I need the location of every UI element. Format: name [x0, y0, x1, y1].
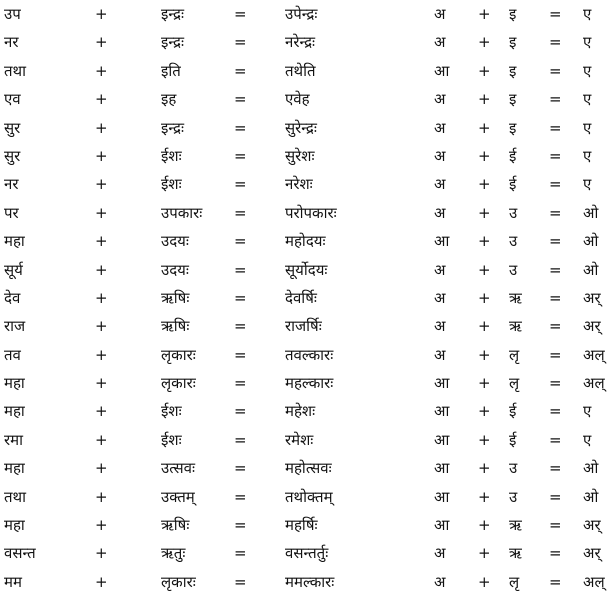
vowel-equals-sign: =	[549, 260, 562, 279]
sandhi-row	[0, 142, 615, 170]
second-word: लृकारः	[161, 345, 196, 364]
result-vowel: ए	[583, 402, 592, 421]
sandhi-row	[0, 256, 615, 284]
result-vowel: ए	[583, 5, 592, 23]
second-vowel: उ	[509, 459, 518, 478]
sandhi-row	[0, 199, 615, 227]
vowel-equals-sign: =	[549, 487, 562, 506]
first-word: रमा	[4, 430, 23, 449]
plus-sign: +	[95, 232, 108, 251]
first-vowel: अ	[434, 572, 446, 591]
first-vowel: आ	[434, 232, 450, 251]
sandhi-row	[0, 483, 615, 511]
result-vowel: ए	[583, 175, 592, 194]
first-word: सुर	[4, 118, 21, 137]
vowel-equals-sign: =	[549, 572, 562, 591]
plus-sign: +	[95, 175, 108, 194]
first-word: तव	[4, 345, 21, 364]
equals-sign: =	[234, 487, 247, 506]
first-vowel: आ	[434, 374, 450, 393]
second-vowel: इ	[509, 90, 517, 109]
joined-word: महल्कारः	[285, 374, 334, 393]
joined-word: नरेन्द्रः	[285, 33, 316, 52]
equals-sign: =	[234, 459, 247, 478]
plus-sign: +	[95, 118, 108, 137]
joined-word: महेशः	[285, 402, 316, 421]
joined-word: रमेशः	[285, 430, 314, 449]
vowel-equals-sign: =	[549, 5, 562, 23]
plus-sign: +	[95, 317, 108, 336]
sandhi-row	[0, 539, 615, 567]
equals-sign: =	[234, 5, 247, 23]
first-vowel: अ	[434, 203, 446, 222]
second-vowel: ई	[509, 175, 517, 194]
joined-word: तथोक्तम्	[285, 487, 333, 506]
sandhi-row	[0, 312, 615, 340]
first-vowel: अ	[434, 90, 446, 109]
first-word: नर	[4, 33, 19, 52]
vowel-equals-sign: =	[549, 402, 562, 421]
plus-sign: +	[95, 288, 108, 307]
second-word: इति	[161, 61, 181, 80]
vowel-plus-sign: +	[478, 232, 491, 251]
equals-sign: =	[234, 374, 247, 393]
joined-word: सुरेन्द्रः	[285, 118, 317, 137]
result-vowel: ए	[583, 118, 592, 137]
vowel-plus-sign: +	[478, 288, 491, 307]
sandhi-row	[0, 369, 615, 397]
second-vowel: ई	[509, 146, 517, 165]
joined-word: ममल्कारः	[285, 572, 335, 591]
joined-word: महोदयः	[285, 232, 326, 251]
vowel-equals-sign: =	[549, 33, 562, 52]
equals-sign: =	[234, 345, 247, 364]
sandhi-row	[0, 568, 615, 596]
first-word: तथा	[4, 487, 27, 506]
vowel-plus-sign: +	[478, 374, 491, 393]
joined-word: राजर्षिः	[285, 317, 322, 336]
second-word: ईशः	[161, 402, 182, 421]
second-vowel: उ	[509, 232, 518, 251]
second-word: ऋषिः	[161, 288, 190, 307]
result-vowel: ओ	[583, 203, 599, 222]
first-word: महा	[4, 374, 25, 393]
joined-word: परोपकारः	[285, 203, 337, 222]
first-vowel: आ	[434, 430, 450, 449]
second-vowel: लृ	[509, 374, 520, 393]
vowel-plus-sign: +	[478, 430, 491, 449]
result-vowel: ए	[583, 90, 592, 109]
first-vowel: आ	[434, 459, 450, 478]
second-word: उदयः	[161, 232, 189, 251]
vowel-plus-sign: +	[478, 118, 491, 137]
sandhi-row	[0, 114, 615, 142]
first-word: मम	[4, 572, 22, 591]
sandhi-row	[0, 0, 615, 28]
equals-sign: =	[234, 61, 247, 80]
first-vowel: अ	[434, 146, 446, 165]
second-vowel: इ	[509, 33, 517, 52]
first-word: महा	[4, 459, 25, 478]
equals-sign: =	[234, 572, 247, 591]
second-word: लृकारः	[161, 374, 196, 393]
first-vowel: आ	[434, 516, 450, 535]
vowel-equals-sign: =	[549, 544, 562, 563]
second-vowel: लृ	[509, 572, 520, 591]
first-word: महा	[4, 232, 25, 251]
plus-sign: +	[95, 374, 108, 393]
equals-sign: =	[234, 33, 247, 52]
vowel-plus-sign: +	[478, 260, 491, 279]
result-vowel: ए	[583, 430, 592, 449]
result-vowel: ए	[583, 61, 592, 80]
equals-sign: =	[234, 232, 247, 251]
second-vowel: ई	[509, 402, 517, 421]
second-word: उदयः	[161, 260, 189, 279]
first-word: नर	[4, 175, 19, 194]
vowel-equals-sign: =	[549, 374, 562, 393]
vowel-plus-sign: +	[478, 5, 491, 23]
joined-word: नरेशः	[285, 175, 313, 194]
vowel-equals-sign: =	[549, 288, 562, 307]
vowel-plus-sign: +	[478, 90, 491, 109]
plus-sign: +	[95, 61, 108, 80]
vowel-equals-sign: =	[549, 203, 562, 222]
second-vowel: ऋ	[509, 288, 522, 307]
equals-sign: =	[234, 118, 247, 137]
equals-sign: =	[234, 203, 247, 222]
vowel-plus-sign: +	[478, 459, 491, 478]
sandhi-row	[0, 397, 615, 425]
plus-sign: +	[95, 516, 108, 535]
second-vowel: इ	[509, 5, 517, 23]
second-word: इन्द्रः	[161, 33, 184, 52]
first-vowel: अ	[434, 288, 446, 307]
plus-sign: +	[95, 260, 108, 279]
result-vowel: अल्	[583, 572, 605, 591]
result-vowel: अर्	[583, 544, 601, 563]
result-vowel: ओ	[583, 232, 599, 251]
vowel-equals-sign: =	[549, 61, 562, 80]
vowel-equals-sign: =	[549, 90, 562, 109]
first-word: महा	[4, 402, 25, 421]
vowel-equals-sign: =	[549, 232, 562, 251]
sandhi-row	[0, 227, 615, 255]
vowel-plus-sign: +	[478, 487, 491, 506]
first-vowel: आ	[434, 61, 450, 80]
second-word: उपकारः	[161, 203, 203, 222]
second-word: ईशः	[161, 146, 182, 165]
joined-word: तथेति	[285, 61, 316, 80]
vowel-equals-sign: =	[549, 175, 562, 194]
first-word: उप	[4, 5, 21, 23]
first-vowel: अ	[434, 317, 446, 336]
result-vowel: ओ	[583, 487, 599, 506]
equals-sign: =	[234, 317, 247, 336]
second-word: ऋषिः	[161, 516, 190, 535]
second-word: इन्द्रः	[161, 5, 184, 23]
second-word: ऋषिः	[161, 317, 190, 336]
sandhi-row	[0, 426, 615, 454]
vowel-equals-sign: =	[549, 430, 562, 449]
first-word: सूर्य	[4, 260, 23, 279]
vowel-plus-sign: +	[478, 516, 491, 535]
joined-word: महोत्सवः	[285, 459, 332, 478]
plus-sign: +	[95, 33, 108, 52]
first-word: देव	[4, 288, 21, 307]
sandhi-row	[0, 170, 615, 198]
first-vowel: अ	[434, 5, 446, 23]
vowel-plus-sign: +	[478, 402, 491, 421]
plus-sign: +	[95, 544, 108, 563]
equals-sign: =	[234, 260, 247, 279]
first-word: महा	[4, 516, 25, 535]
first-vowel: अ	[434, 260, 446, 279]
second-vowel: उ	[509, 203, 518, 222]
joined-word: महर्षिः	[285, 516, 318, 535]
joined-word: एवेह	[285, 90, 310, 109]
sandhi-row	[0, 341, 615, 369]
sandhi-row	[0, 57, 615, 85]
first-word: पर	[4, 203, 19, 222]
first-word: एव	[4, 90, 21, 109]
plus-sign: +	[95, 345, 108, 364]
equals-sign: =	[234, 516, 247, 535]
second-vowel: उ	[509, 260, 518, 279]
joined-word: वसन्तर्तुः	[285, 544, 329, 563]
second-word: लृकारः	[161, 572, 196, 591]
plus-sign: +	[95, 5, 108, 23]
result-vowel: अर्	[583, 317, 601, 336]
second-vowel: इ	[509, 61, 517, 80]
vowel-plus-sign: +	[478, 345, 491, 364]
sandhi-row	[0, 85, 615, 113]
plus-sign: +	[95, 402, 108, 421]
second-vowel: ऋ	[509, 516, 522, 535]
plus-sign: +	[95, 90, 108, 109]
plus-sign: +	[95, 487, 108, 506]
vowel-plus-sign: +	[478, 203, 491, 222]
second-word: ईशः	[161, 430, 182, 449]
sandhi-row	[0, 284, 615, 312]
second-vowel: लृ	[509, 345, 520, 364]
plus-sign: +	[95, 430, 108, 449]
equals-sign: =	[234, 430, 247, 449]
vowel-plus-sign: +	[478, 317, 491, 336]
vowel-equals-sign: =	[549, 146, 562, 165]
second-word: ऋतुः	[161, 544, 186, 563]
joined-word: तवल्कारः	[285, 345, 334, 364]
joined-word: सुरेशः	[285, 146, 315, 165]
vowel-plus-sign: +	[478, 33, 491, 52]
vowel-plus-sign: +	[478, 61, 491, 80]
first-word: सुर	[4, 146, 21, 165]
second-word: ईशः	[161, 175, 182, 194]
result-vowel: ए	[583, 146, 592, 165]
sandhi-row	[0, 454, 615, 482]
equals-sign: =	[234, 90, 247, 109]
vowel-equals-sign: =	[549, 118, 562, 137]
first-vowel: आ	[434, 487, 450, 506]
second-vowel: उ	[509, 487, 518, 506]
plus-sign: +	[95, 572, 108, 591]
second-word: उक्तम्	[161, 487, 195, 506]
result-vowel: अर्	[583, 516, 601, 535]
first-word: वसन्त	[4, 544, 36, 563]
first-word: तथा	[4, 61, 27, 80]
first-vowel: अ	[434, 175, 446, 194]
vowel-plus-sign: +	[478, 544, 491, 563]
result-vowel: अर्	[583, 288, 601, 307]
result-vowel: अल्	[583, 374, 605, 393]
second-vowel: ऋ	[509, 544, 522, 563]
joined-word: देवर्षिः	[285, 288, 317, 307]
second-word: इन्द्रः	[161, 118, 184, 137]
second-word: उत्सवः	[161, 459, 196, 478]
result-vowel: ओ	[583, 260, 599, 279]
first-vowel: आ	[434, 402, 450, 421]
vowel-plus-sign: +	[478, 175, 491, 194]
result-vowel: ए	[583, 33, 592, 52]
second-vowel: ई	[509, 430, 517, 449]
first-vowel: अ	[434, 544, 446, 563]
second-word: इह	[161, 90, 177, 109]
second-vowel: ऋ	[509, 317, 522, 336]
first-vowel: अ	[434, 345, 446, 364]
first-vowel: अ	[434, 118, 446, 137]
equals-sign: =	[234, 544, 247, 563]
plus-sign: +	[95, 459, 108, 478]
equals-sign: =	[234, 146, 247, 165]
result-vowel: ओ	[583, 459, 599, 478]
vowel-equals-sign: =	[549, 317, 562, 336]
plus-sign: +	[95, 146, 108, 165]
result-vowel: अल्	[583, 345, 605, 364]
joined-word: उपेन्द्रः	[285, 5, 318, 23]
vowel-equals-sign: =	[549, 516, 562, 535]
first-vowel: अ	[434, 33, 446, 52]
joined-word: सूर्योदयः	[285, 260, 328, 279]
equals-sign: =	[234, 288, 247, 307]
sandhi-row	[0, 28, 615, 56]
equals-sign: =	[234, 175, 247, 194]
second-vowel: इ	[509, 118, 517, 137]
vowel-plus-sign: +	[478, 572, 491, 591]
vowel-equals-sign: =	[549, 459, 562, 478]
vowel-plus-sign: +	[478, 146, 491, 165]
vowel-equals-sign: =	[549, 345, 562, 364]
sandhi-row	[0, 511, 615, 539]
equals-sign: =	[234, 402, 247, 421]
first-word: राज	[4, 317, 26, 336]
plus-sign: +	[95, 203, 108, 222]
